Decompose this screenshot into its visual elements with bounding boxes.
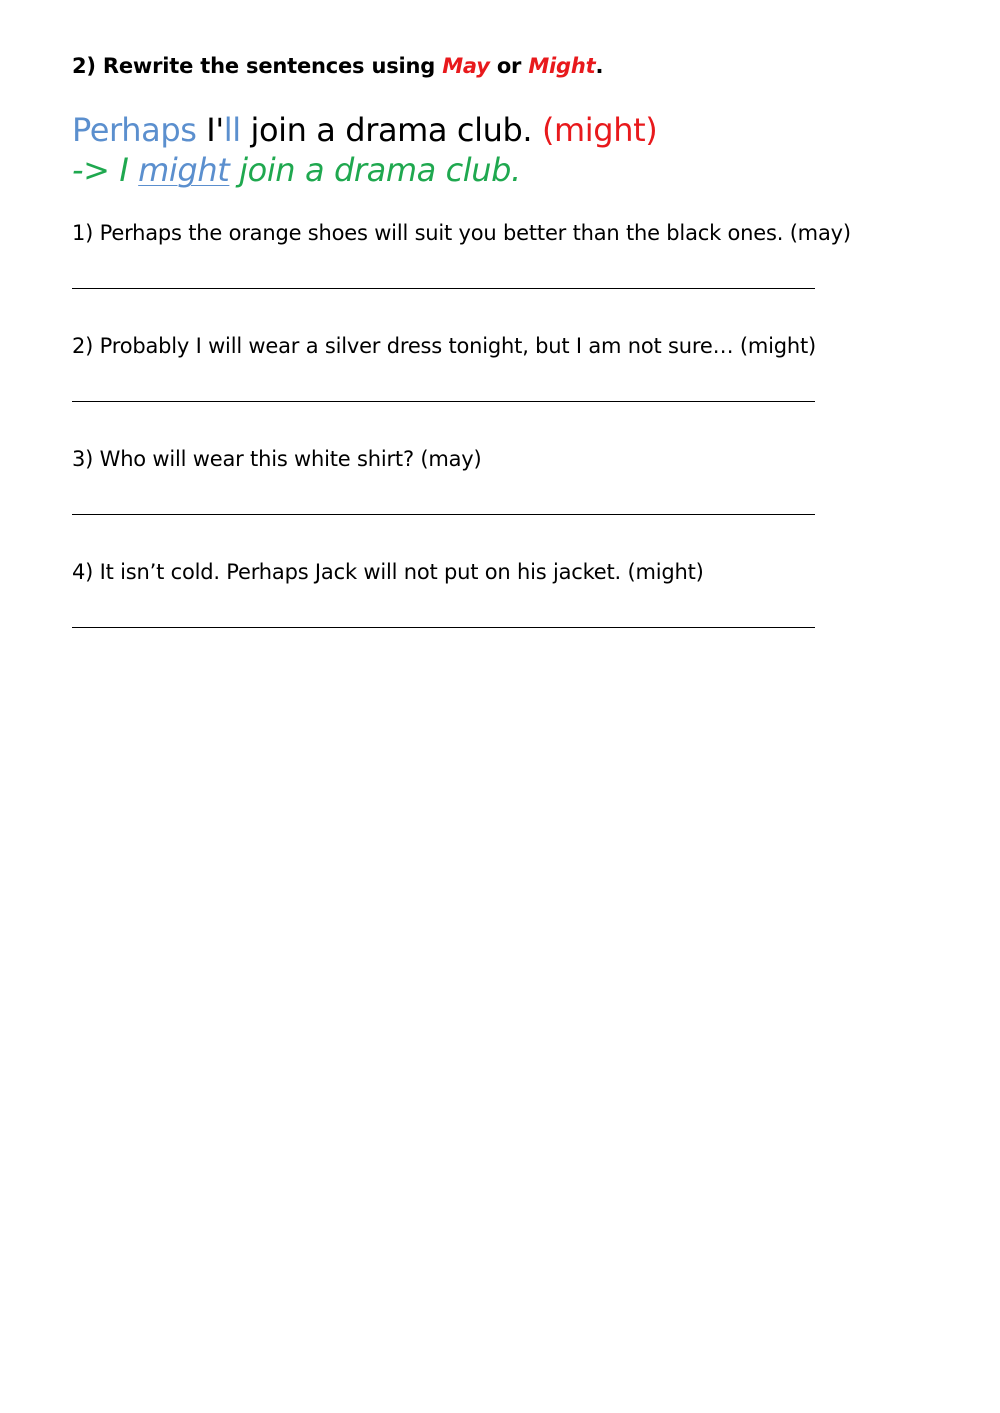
example-sentence [72,110,657,150]
answer-line-2[interactable] [72,401,815,402]
example-hint: (might) [541,111,658,149]
example-i: I' [196,111,224,149]
answer-line-1[interactable] [72,288,815,289]
example-perhaps: Perhaps [72,111,197,149]
heading-connector: or [489,54,529,78]
question-2: 2) Probably I will wear a silver dress tonight, but I am not sure… (might) [72,334,816,358]
exercise-heading [72,54,603,78]
answer-line-3[interactable] [72,514,815,515]
example-block [72,110,657,190]
heading-keyword-may: May [442,54,490,78]
question-1: 1) Perhaps the orange shoes will suit you better than the black ones. (may) [72,221,851,245]
example-ll: ll [223,111,241,149]
example-answer-rest: join a drama club. [229,151,521,189]
example-answer [72,150,657,190]
example-answer-prefix: -> I [72,151,139,189]
example-rest: join a drama club. [240,111,542,149]
answer-line-4[interactable] [72,627,815,628]
question-4: 4) It isn’t cold. Perhaps Jack will not put on his jacket. (might) [72,560,704,584]
heading-prefix: 2) Rewrite the sentences using [72,54,443,78]
question-3: 3) Who will wear this white shirt? (may) [72,447,482,471]
heading-suffix: . [595,54,604,78]
heading-keyword-might: Might [528,54,596,78]
example-answer-modal: might [138,151,230,189]
